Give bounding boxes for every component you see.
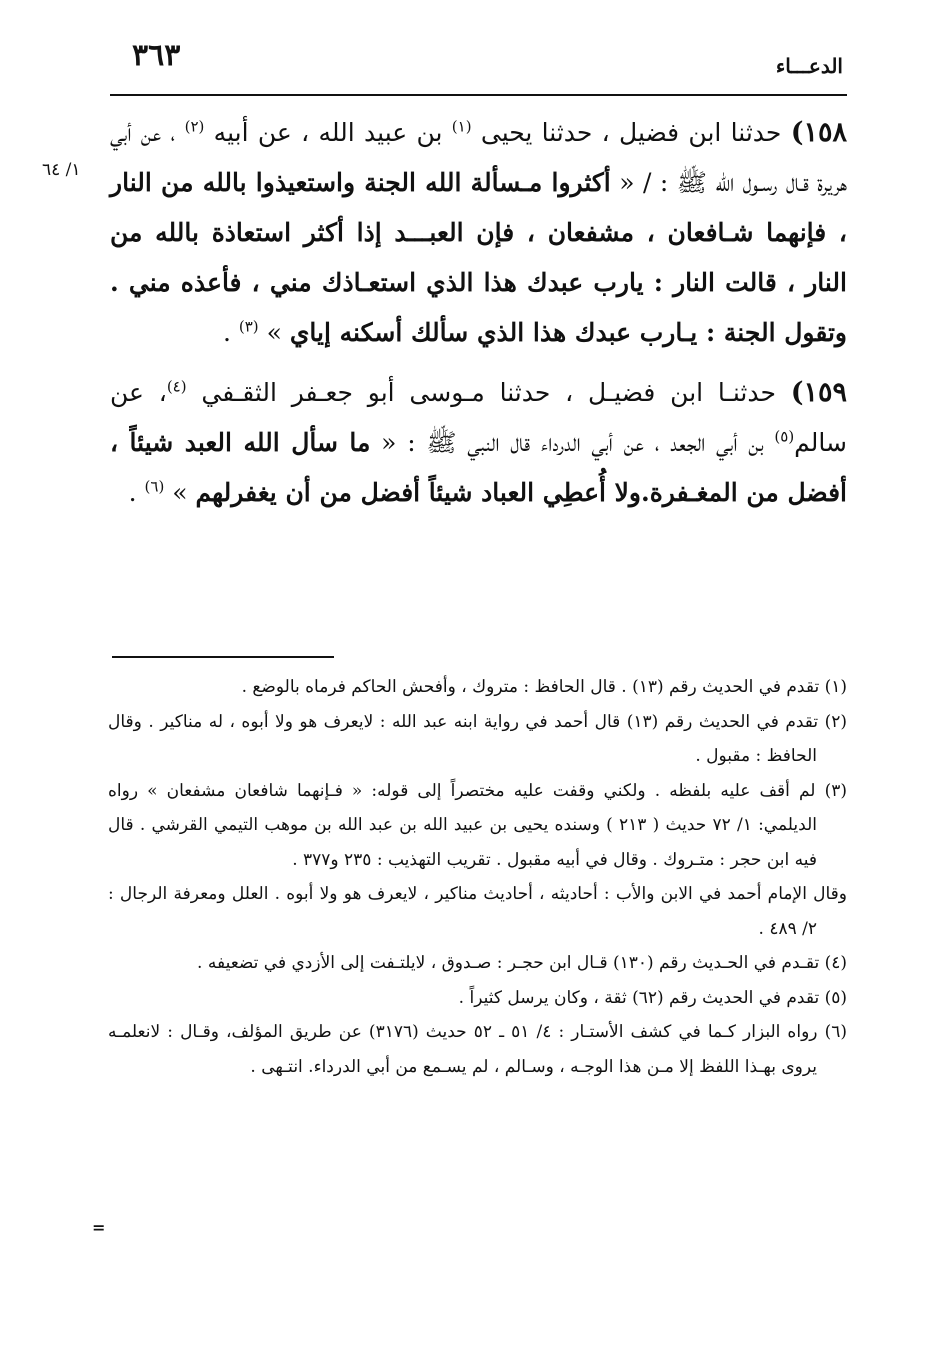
footnote-1: (١) تقدم في الحديث رقم (١٣) . قال الحافظ : متروك ، وأفحش الحاكم فرماه بالوضع . bbox=[241, 677, 847, 697]
hadith-159 bbox=[110, 368, 847, 518]
footnote-3-continued: وقال الإمام أحمد في الابن والأب : أحاديثه ، أحاديث مناكير ، لايعرف هو ولا أبوه . العلل ومعرفة الرجال : ٢/ ٤٨٩ . bbox=[108, 884, 847, 939]
footnote-ref: (٥) bbox=[774, 427, 795, 446]
closing-quote: » bbox=[258, 318, 290, 347]
hadith-number: ١٥٨) bbox=[790, 117, 847, 148]
isnad-text: ، عن سالم bbox=[110, 378, 847, 457]
footnote-ref: (٢) bbox=[184, 117, 205, 136]
margin-reference: ١/ ٦٤ bbox=[42, 160, 81, 180]
closing-quote: » bbox=[164, 478, 196, 507]
footnote-6: (٦) رواه البزار كـما في كشف الأستـار : ٤/ ٥١ ـ ٥٢ حديث (٣١٧٦) عن طريق المؤلف، وقـال : لانعلمـه يروى بهـذا اللفظ إلا مـن هذا الوجـه ، وسـالم ، لم يسـمع من أبي الدرداء. انتـهى . bbox=[108, 1022, 847, 1077]
continuation-mark: = bbox=[92, 1218, 106, 1237]
footnote-ref: (٤) bbox=[166, 377, 187, 396]
page-number: ٣٦٣ bbox=[132, 38, 181, 73]
running-title: الدعـــاء bbox=[775, 54, 843, 78]
header-rule bbox=[110, 94, 847, 96]
footnote-ref: (١) bbox=[451, 117, 472, 136]
footnotes bbox=[108, 670, 847, 1084]
end-mark: . bbox=[128, 478, 145, 507]
footnote-separator bbox=[112, 656, 334, 658]
isnad-text: حدثنا ابن فضيل ، حدثنا يحيى bbox=[471, 118, 782, 147]
footnote-5: (٥) تقدم في الحديث رقم (٦٢) ثقة ، وكان يرسل كثيراً . bbox=[458, 987, 847, 1008]
isnad-text: بن عبيد الله ، عن أبيه bbox=[204, 118, 452, 147]
footnote-4: (٤) تقـدم في الحـديث رقم (١٣٠) قـال ابن حجـر : صـدوق ، لايلتـفت إلى الأزدي في تضعيفه . bbox=[197, 953, 847, 973]
isnad-text: ، عن أبي هريرة قـال رسـول الله ﷺ : / « bbox=[110, 118, 847, 197]
isnad-text: حدثنـا ابن فضيـل ، حدثنا مـوسى أبو جعـفر الثقـفي bbox=[186, 378, 776, 407]
end-mark: . bbox=[222, 318, 239, 347]
footnote-ref: (٣) bbox=[238, 317, 259, 336]
hadith-matn: ما سأل الله العبد شيئاً ، أفضل من المغـفرة.ولا أُعطِي العباد شيئاً أفضل من أن يغفرلهم bbox=[110, 428, 847, 507]
hadith-158 bbox=[110, 108, 847, 358]
isnad-text: بن أبي الجعد ، عن أبي الدرداء قال النبي ﷺ : « bbox=[370, 428, 775, 457]
hadith-number: ١٥٩) bbox=[790, 377, 848, 408]
footnote-3: (٣) لم أقف عليه بلفظه . ولكني وقفت عليه مختصراً إلى قوله: « فـإنهما شافعان مشفعان » رواه الديلمي: ١/ ٧٢ حديث ( ٢١٣ ) وسنده يحيى بن عبيد الله بن عبد الله بن موهب التيمي القرشي . قال فيه ابن حجر : متـروك . وقال في أبيه مقبول . تقريب التهذيب : ٢٣٥ و٣٧٧ . bbox=[108, 780, 847, 870]
main-text bbox=[110, 108, 847, 528]
footnote-2: (٢) تقدم في الحديث رقم (١٣) قال أحمد في رواية ابنه عبد الله : لايعرف هو ولا أبوه ، له مناكير . وقال الحافظ : مقبول . bbox=[108, 711, 848, 766]
hadith-matn: أكثروا مـسألة الله الجنة واستعيذوا بالله من النار ، فإنهما شـافعان ، مشفعان ، فإن العبـــد إذا أكثر استعاذة بالله من النار ، قالت النار : يارب عبدك هذا الذي استعـاذك مني ، فأعذه مني . وتقول الجنة : يـارب عبدك هذا الذي سألك أسكنه إياي bbox=[110, 168, 847, 347]
footnote-ref: (٦) bbox=[144, 477, 165, 496]
